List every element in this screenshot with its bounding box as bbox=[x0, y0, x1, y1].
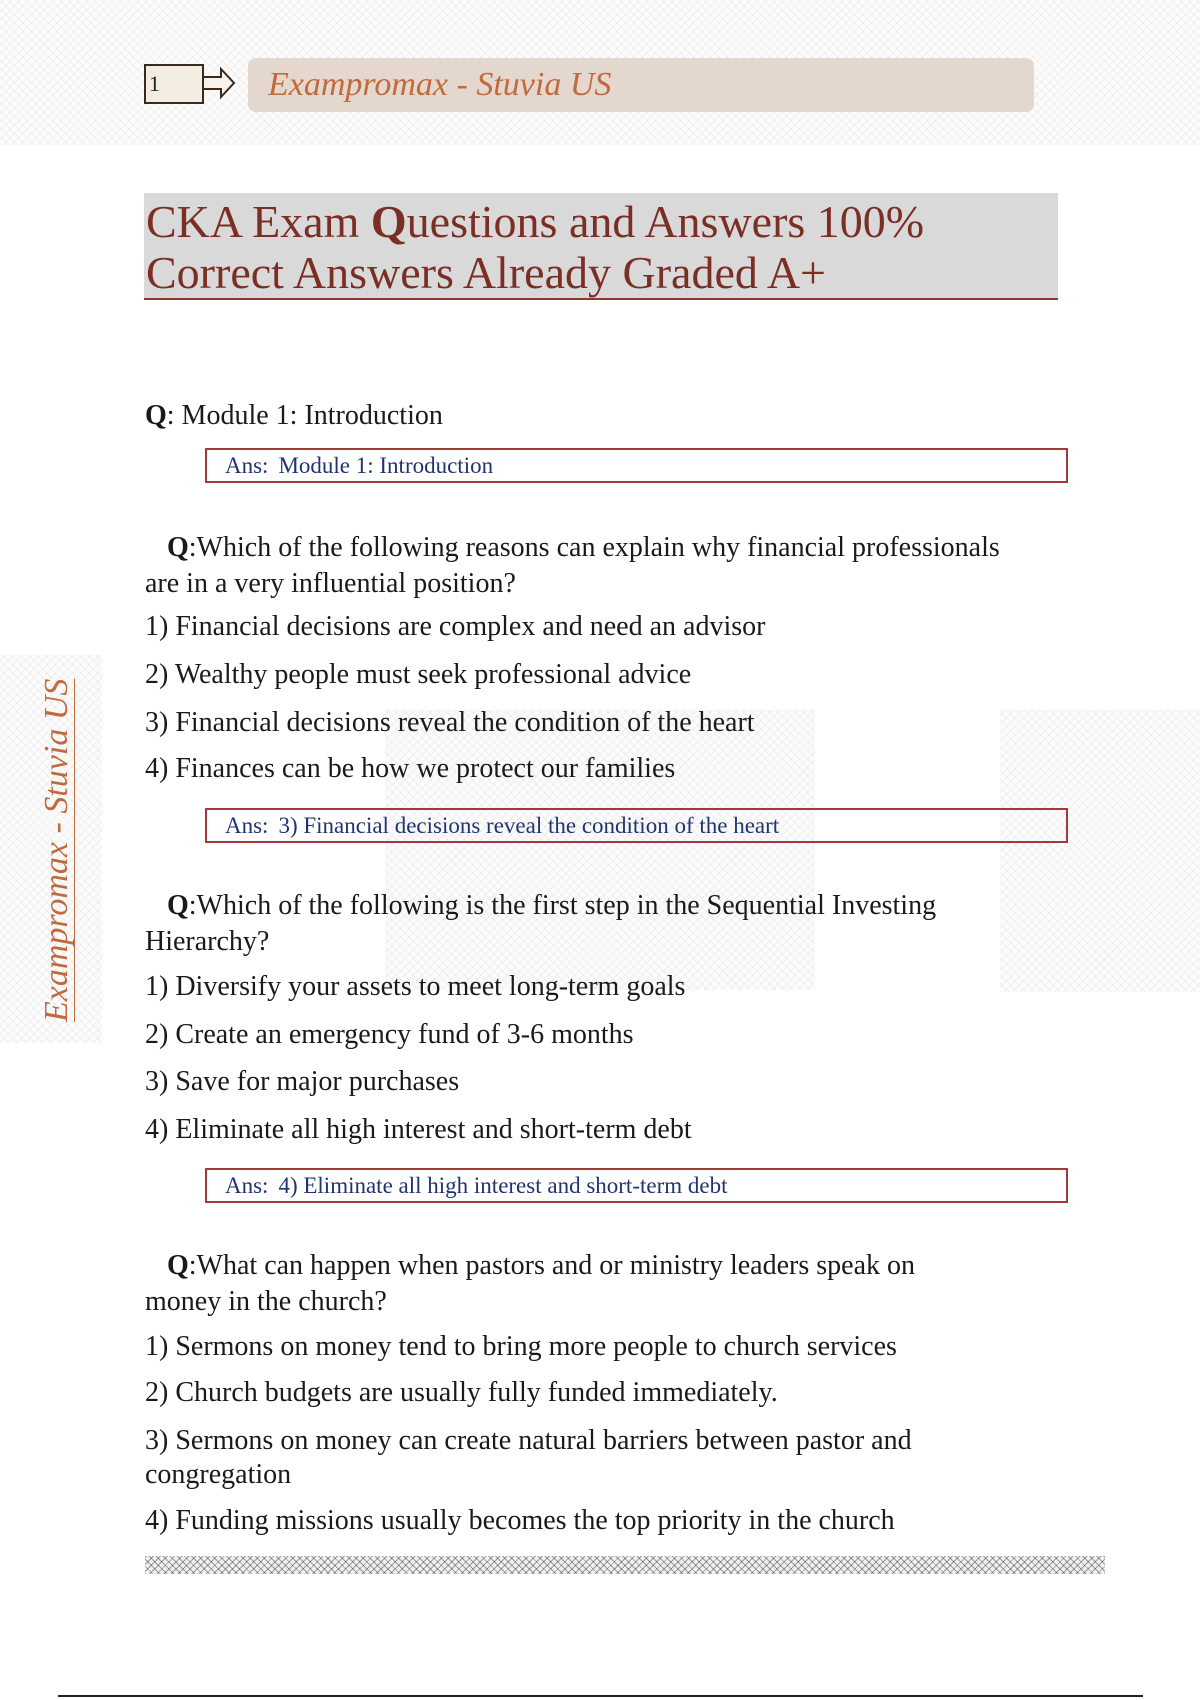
option-item: 1) Financial decisions are complex and need an advisor bbox=[145, 611, 766, 642]
question-label: Q bbox=[167, 1250, 189, 1281]
question-line: :Which of the following reasons can explain why financial professionals bbox=[188, 532, 1000, 563]
option-item: 1) Diversify your assets to meet long-term goals bbox=[145, 971, 686, 1002]
question-text-continued: money in the church? bbox=[145, 1286, 387, 1317]
section-divider bbox=[145, 1556, 1105, 1574]
option-item: 3) Sermons on money can create natural barriers between pastor and bbox=[145, 1425, 912, 1456]
page-number: 1 bbox=[144, 64, 204, 104]
arrow-right-icon bbox=[202, 66, 236, 100]
title-text: CKA Exam bbox=[146, 196, 371, 247]
option-item: 2) Wealthy people must seek professional advice bbox=[145, 659, 692, 690]
answer-label: Ans: bbox=[225, 453, 269, 478]
answer-text: 3) Financial decisions reveal the condition of the heart bbox=[278, 813, 780, 838]
question-text bbox=[145, 888, 1065, 924]
option-item: 1) Sermons on money tend to bring more people to church services bbox=[145, 1331, 897, 1362]
question-text bbox=[145, 530, 1065, 566]
question-3 bbox=[145, 888, 1065, 1147]
question-2 bbox=[145, 530, 1065, 786]
question-label: Q bbox=[167, 532, 189, 563]
answer-text: Module 1: Introduction bbox=[278, 453, 494, 478]
question-text bbox=[145, 398, 1065, 434]
option-item: 2) Church budgets are usually fully funded immediately. bbox=[145, 1377, 778, 1408]
question-line: :What can happen when pastors and or ministry leaders speak on bbox=[188, 1250, 916, 1281]
footer-rule bbox=[58, 1695, 1143, 1697]
answer-label: Ans: bbox=[225, 1173, 269, 1198]
answer-text: 4) Eliminate all high interest and short-term debt bbox=[278, 1173, 728, 1198]
question-line: : Module 1: Introduction bbox=[166, 400, 443, 431]
title-line-2: Correct Answers Already Graded A+ bbox=[146, 247, 826, 298]
option-item: 3) Financial decisions reveal the condition of the heart bbox=[145, 707, 755, 738]
question-label: Q bbox=[145, 400, 167, 431]
question-label: Q bbox=[167, 890, 189, 921]
question-4 bbox=[145, 1248, 1065, 1538]
header-title: Exampromax - Stuvia US bbox=[248, 58, 1034, 112]
option-item: 2) Create an emergency fund of 3-6 months bbox=[145, 1019, 634, 1050]
document-title bbox=[144, 193, 1058, 300]
option-item: 4) Finances can be how we protect our families bbox=[145, 753, 676, 784]
option-item-continued: congregation bbox=[145, 1459, 292, 1490]
answer-box bbox=[205, 808, 1068, 843]
answer-box bbox=[205, 448, 1068, 483]
option-item: 4) Eliminate all high interest and short-term debt bbox=[145, 1114, 692, 1145]
title-bold-letter: Q bbox=[370, 196, 407, 247]
side-watermark-text: Exampromax - Stuvia US bbox=[38, 678, 75, 1022]
option-item: 4) Funding missions usually becomes the top priority in the church bbox=[145, 1505, 895, 1536]
title-line-1 bbox=[146, 196, 1058, 247]
question-1 bbox=[145, 398, 1065, 434]
question-line: :Which of the following is the first step in the Sequential Investing bbox=[188, 890, 937, 921]
question-text bbox=[145, 1248, 1065, 1284]
title-text: uestions and Answers 100% bbox=[406, 196, 925, 247]
answer-box bbox=[205, 1168, 1068, 1203]
option-item: 3) Save for major purchases bbox=[145, 1066, 460, 1097]
answer-label: Ans: bbox=[225, 813, 269, 838]
question-text-continued: Hierarchy? bbox=[145, 926, 270, 957]
question-text-continued: are in a very influential position? bbox=[145, 568, 516, 599]
